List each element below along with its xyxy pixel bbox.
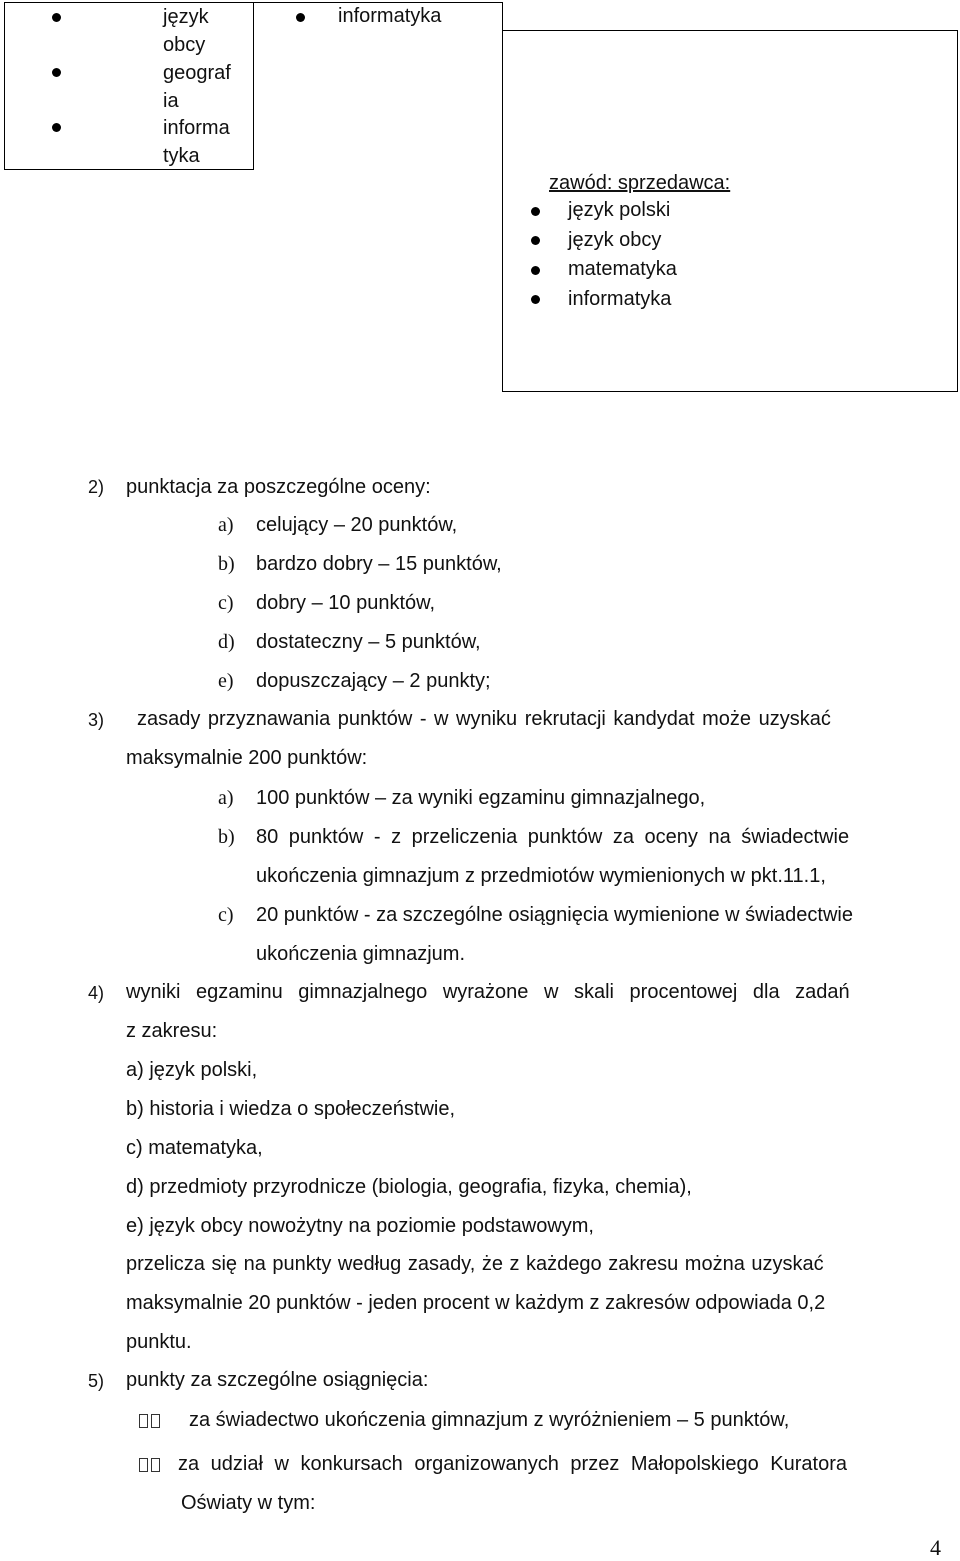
item-text: dostateczny – 5 punktów,	[256, 631, 481, 653]
item-letter: c)	[218, 904, 234, 926]
cell-item: matematyka	[568, 258, 677, 280]
paragraph-line: maksymalnie 20 punktów - jeden procent w każdym z zakresów odpowiada 0,2	[126, 1292, 826, 1314]
item-text: 20 punktów - za szczególne osiągnięcia wymienione w świadectwie	[256, 904, 853, 926]
cell-text: język	[163, 6, 209, 28]
list-item: c) matematyka,	[126, 1137, 263, 1159]
cell-text: tyka	[163, 145, 200, 167]
cell-text: ia	[163, 90, 179, 112]
section-number: 2)	[88, 477, 105, 497]
list-item: b) historia i wiedza o społeczeństwie,	[126, 1098, 456, 1120]
table-right-border	[957, 30, 958, 392]
item-text: dopuszczający – 2 punkty;	[256, 670, 491, 692]
table-bottom-border	[502, 391, 958, 392]
item-text: ukończenia gimnazjum.	[256, 943, 465, 965]
item-text: Oświaty w tym:	[181, 1492, 316, 1514]
item-letter: d)	[218, 631, 235, 653]
section-text-line: z zakresu:	[126, 1020, 218, 1042]
item-text: celujący – 20 punktów,	[256, 514, 458, 536]
section-number: 3)	[88, 710, 105, 730]
list-item: d) przedmioty przyrodnicze (biologia, geografia, fizyka, chemia),	[126, 1176, 692, 1198]
bullet-icon	[52, 123, 61, 132]
page-number: 4	[930, 1535, 941, 1560]
cell-heading: zawód: sprzedawca:	[549, 172, 731, 194]
item-letter: b)	[218, 553, 235, 575]
paragraph-line: przelicza się na punkty według zasady, że z każdego zakresu można uzyskać	[126, 1253, 824, 1275]
section-text-line: zasady przyznawania punktów - w wyniku rekrutacji kandydat może uzyskać	[137, 708, 831, 730]
cell-text: obcy	[163, 34, 206, 56]
bullet-icon	[531, 207, 540, 216]
bullet-icon	[296, 13, 305, 22]
missing-glyph-icon	[151, 1458, 160, 1472]
bullet-icon	[531, 295, 540, 304]
bullet-icon	[531, 266, 540, 275]
table-col-divider	[253, 2, 254, 169]
bullet-icon	[52, 13, 61, 22]
section-number: 4)	[88, 983, 105, 1003]
cell-text: informatyka	[338, 5, 442, 27]
missing-glyph-icon	[139, 1458, 148, 1472]
item-text: 100 punktów – za wyniki egzaminu gimnazjalnego,	[256, 787, 706, 809]
missing-glyph-icon	[151, 1414, 160, 1428]
cell-text: geograf	[163, 62, 231, 84]
item-text: 80 punktów - z przeliczenia punktów za oceny na świadectwie	[256, 826, 850, 848]
table-left-border	[4, 2, 5, 169]
paragraph-line: punktu.	[126, 1331, 192, 1353]
list-item: a) język polski,	[126, 1059, 258, 1081]
item-text: ukończenia gimnazjum z przedmiotów wymienionych w pkt.11.1,	[256, 865, 826, 887]
item-letter: a)	[218, 787, 234, 809]
cell-item: informatyka	[568, 288, 672, 310]
cell-item: język polski	[568, 199, 671, 221]
bullet-icon	[52, 68, 61, 77]
section-text-line: wyniki egzaminu gimnazjalnego wyrażone w skali procentowej dla zadań	[126, 981, 850, 1003]
item-text: za udział w konkursach organizowanych przez Małopolskiego Kuratora	[178, 1453, 847, 1475]
bullet-icon	[531, 236, 540, 245]
cell-item: język obcy	[568, 229, 662, 251]
item-letter: a)	[218, 514, 234, 536]
section-title: punktacja za poszczególne oceny:	[126, 476, 431, 498]
missing-glyph-icon	[139, 1414, 148, 1428]
item-letter: b)	[218, 826, 235, 848]
item-text: dobry – 10 punktów,	[256, 592, 436, 614]
section-title: punkty za szczególne osiągnięcia:	[126, 1369, 429, 1391]
item-letter: e)	[218, 670, 234, 692]
section-text-line: maksymalnie 200 punktów:	[126, 747, 368, 769]
cell-text: informa	[163, 117, 230, 139]
item-letter: c)	[218, 592, 234, 614]
section-number: 5)	[88, 1371, 105, 1391]
list-item: e) język obcy nowożytny na poziomie podstawowym,	[126, 1215, 594, 1237]
table-top-border-right	[502, 30, 958, 31]
table-col-divider-2	[502, 2, 503, 392]
item-text: za świadectwo ukończenia gimnazjum z wyróżnieniem – 5 punktów,	[189, 1409, 790, 1431]
table-row-border	[4, 169, 254, 170]
item-text: bardzo dobry – 15 punktów,	[256, 553, 502, 575]
